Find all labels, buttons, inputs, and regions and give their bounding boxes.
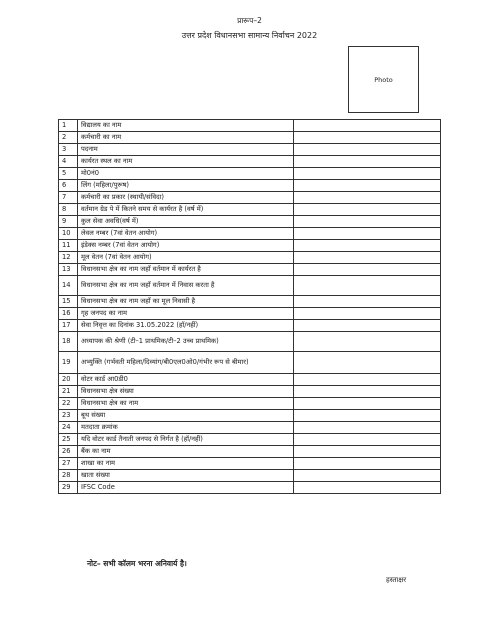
table-row (59, 240, 441, 252)
row-number: 12 (59, 252, 78, 264)
table-row (59, 264, 441, 276)
row-label: लिंग (महिला/पुरूष) (78, 180, 294, 192)
row-number: 9 (59, 216, 78, 228)
row-label: शाखा का नाम (78, 458, 294, 470)
row-number: 4 (59, 156, 78, 168)
row-label: IFSC Code (78, 482, 294, 494)
row-number: 27 (59, 458, 78, 470)
table-row (59, 252, 441, 264)
row-label: खाता संख्या (78, 470, 294, 482)
row-value-field[interactable] (294, 252, 441, 264)
photo-label: Photo (374, 75, 393, 84)
row-label: वोटर कार्ड आ0डी0 (78, 374, 294, 386)
row-value-field[interactable] (294, 296, 441, 308)
row-label: पदनाम (78, 144, 294, 156)
table-row (59, 446, 441, 458)
row-number: 19 (59, 352, 78, 374)
row-value-field[interactable] (294, 168, 441, 180)
row-number: 25 (59, 434, 78, 446)
row-number: 3 (59, 144, 78, 156)
row-value-field[interactable] (294, 398, 441, 410)
row-number: 18 (59, 332, 78, 352)
row-label: विद्यालय का नाम (78, 120, 294, 132)
row-label: बूथ संख्या (78, 410, 294, 422)
table-row (59, 398, 441, 410)
row-label: विधानसभा क्षेत्र का नाम जहाँ वर्तमान में कार्यरत है (78, 264, 294, 276)
row-number: 28 (59, 470, 78, 482)
table-row (59, 276, 441, 296)
table-row (59, 192, 441, 204)
table-row (59, 332, 441, 352)
table-row (59, 216, 441, 228)
row-label: मूल वेतन (7वां वेतन आयोग) (78, 252, 294, 264)
table-row (59, 308, 441, 320)
row-value-field[interactable] (294, 192, 441, 204)
row-value-field[interactable] (294, 228, 441, 240)
table-row (59, 204, 441, 216)
row-number: 7 (59, 192, 78, 204)
table-row (59, 168, 441, 180)
table-row (59, 180, 441, 192)
row-value-field[interactable] (294, 156, 441, 168)
row-value-field[interactable] (294, 422, 441, 434)
row-label: वर्तमान ग्रेड पे में कितने समय से कार्यरत है (वर्ष में) (78, 204, 294, 216)
row-value-field[interactable] (294, 352, 441, 374)
row-number: 16 (59, 308, 78, 320)
row-number: 21 (59, 386, 78, 398)
table-row (59, 228, 441, 240)
form-table (58, 119, 441, 494)
row-value-field[interactable] (294, 204, 441, 216)
table-row (59, 458, 441, 470)
row-label: इंडेक्स नम्बर (7वां वेतन आयोग) (78, 240, 294, 252)
row-label: सेवा निवृत्त का दिनांक 31.05.2022 (हॉ/नहीं) (78, 320, 294, 332)
row-label: कर्मचारी का प्रकार (स्थायी/संविदा) (78, 192, 294, 204)
mandatory-note: नोट– सभी कॉलम भरना अनिवार्य है। (87, 559, 187, 568)
row-value-field[interactable] (294, 446, 441, 458)
table-row (59, 482, 441, 494)
page-title: उत्तर प्रदेश विधानसभा सामान्य निर्वाचन 2022 (181, 31, 318, 40)
table-row (59, 132, 441, 144)
row-value-field[interactable] (294, 308, 441, 320)
row-number: 26 (59, 446, 78, 458)
table-row (59, 320, 441, 332)
row-label: विधानसभा क्षेत्र का नाम (78, 398, 294, 410)
row-number: 13 (59, 264, 78, 276)
row-value-field[interactable] (294, 320, 441, 332)
row-value-field[interactable] (294, 470, 441, 482)
table-row (59, 352, 441, 374)
row-value-field[interactable] (294, 434, 441, 446)
row-number: 14 (59, 276, 78, 296)
table-row (59, 144, 441, 156)
row-label: बैंक का नाम (78, 446, 294, 458)
row-label: अध्यापक की श्रेणी (टी–1 प्राथमिक/टी–2 उच्च प्राथमिक) (78, 332, 294, 352)
table-row (59, 156, 441, 168)
photo-box[interactable] (348, 46, 419, 113)
row-number: 1 (59, 120, 78, 132)
row-value-field[interactable] (294, 482, 441, 494)
row-number: 24 (59, 422, 78, 434)
row-value-field[interactable] (294, 276, 441, 296)
row-number: 17 (59, 320, 78, 332)
row-label: अभ्युक्ति (गर्भवती महिला/दिव्यांग/बी0एल0ओ0/गंभीर रूप से बीमार) (78, 352, 294, 374)
row-number: 5 (59, 168, 78, 180)
row-value-field[interactable] (294, 410, 441, 422)
table-row (59, 296, 441, 308)
row-value-field[interactable] (294, 458, 441, 470)
row-value-field[interactable] (294, 332, 441, 352)
row-value-field[interactable] (294, 120, 441, 132)
table-row (59, 410, 441, 422)
row-label: गृह जनपद का नाम (78, 308, 294, 320)
signature-label: हस्ताक्षर (386, 576, 407, 584)
table-row (59, 386, 441, 398)
row-label: मो0नं0 (78, 168, 294, 180)
table-row (59, 434, 441, 446)
row-number: 2 (59, 132, 78, 144)
row-value-field[interactable] (294, 264, 441, 276)
row-label: कुल सेवा अवधि(वर्ष में) (78, 216, 294, 228)
row-number: 23 (59, 410, 78, 422)
row-number: 10 (59, 228, 78, 240)
row-value-field[interactable] (294, 180, 441, 192)
form-number: प्रारूप–2 (237, 16, 262, 25)
table-row (59, 120, 441, 132)
row-number: 29 (59, 482, 78, 494)
row-label: विधानसभा क्षेत्र का नाम जहाँ वर्तमान में निवास करता है (78, 276, 294, 296)
row-label: यदि वोटर कार्ड तैनाती जनपद से निर्गत है (हॉ/नहीं) (78, 434, 294, 446)
row-value-field[interactable] (294, 374, 441, 386)
row-label: विधानसभा क्षेत्र संख्या (78, 386, 294, 398)
row-number: 8 (59, 204, 78, 216)
row-number: 6 (59, 180, 78, 192)
row-label: कार्यरत स्थल का नाम (78, 156, 294, 168)
row-value-field[interactable] (294, 240, 441, 252)
row-label: मतदाता क्रमांक (78, 422, 294, 434)
row-number: 20 (59, 374, 78, 386)
row-value-field[interactable] (294, 144, 441, 156)
row-number: 22 (59, 398, 78, 410)
row-number: 11 (59, 240, 78, 252)
table-row (59, 374, 441, 386)
row-label: कर्मचारी का नाम (78, 132, 294, 144)
row-label: लेवल नम्बर (7वां वेतन आयोग) (78, 228, 294, 240)
row-label: विधानसभा क्षेत्र का नाम जहाँ का मूल निवासी है (78, 296, 294, 308)
row-value-field[interactable] (294, 216, 441, 228)
table-row (59, 470, 441, 482)
row-value-field[interactable] (294, 132, 441, 144)
table-row (59, 422, 441, 434)
row-number: 15 (59, 296, 78, 308)
row-value-field[interactable] (294, 386, 441, 398)
